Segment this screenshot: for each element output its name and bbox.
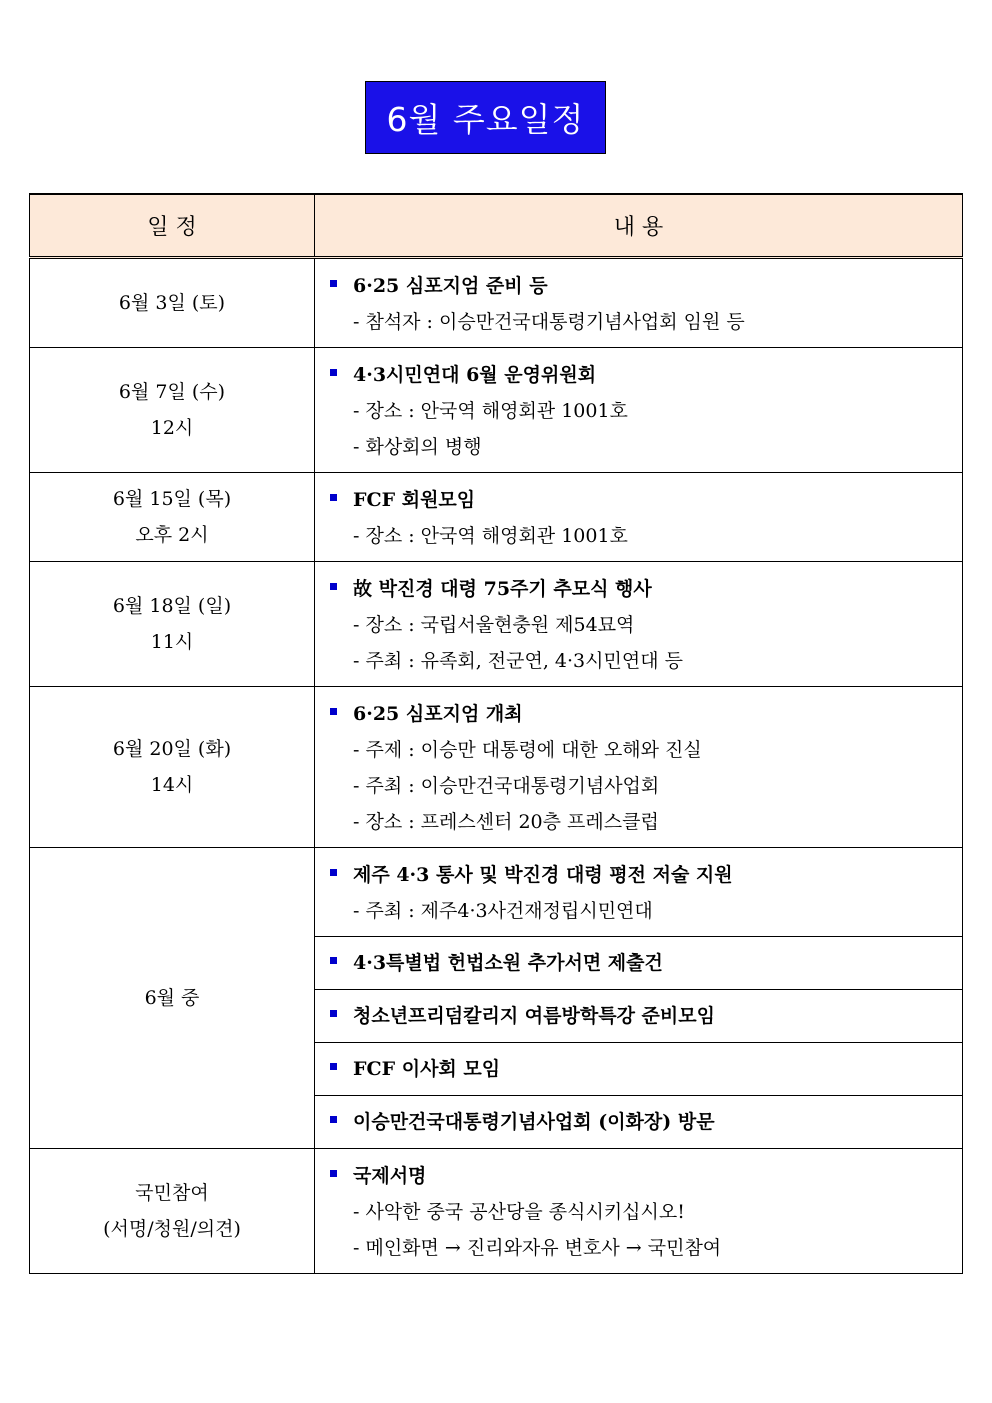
- schedule-date-line: 14시: [150, 774, 194, 796]
- item-title: FCF 이사회 모임: [353, 1058, 501, 1080]
- schedule-date-cell: [30, 562, 315, 687]
- item-title: 4·3특별법 헌법소원 추가서면 제출건: [353, 952, 663, 974]
- schedule-content-cell: [315, 473, 963, 562]
- item-detail: - 주제 : 이승만 대통령에 대한 오해와 진실: [353, 739, 702, 761]
- item-line: [327, 857, 962, 893]
- table-header-row: [30, 194, 963, 258]
- item-detail: - 주최 : 이승만건국대통령기념사업회: [353, 775, 660, 797]
- item-detail: - 장소 : 안국역 해영회관 1001호: [353, 400, 628, 422]
- square-bullet-icon: [330, 957, 337, 964]
- item-line: [327, 1104, 962, 1140]
- schedule-content-cell: [315, 848, 963, 937]
- item-detail: - 사악한 중국 공산당을 종식시키십시오!: [353, 1201, 685, 1223]
- table-row: [30, 848, 963, 937]
- schedule-content-cell: [315, 990, 963, 1043]
- item-detail: - 메인화면 → 진리와자유 변호사 → 국민참여: [353, 1237, 722, 1259]
- item-line: [327, 357, 962, 393]
- square-bullet-icon: [330, 583, 337, 590]
- content-column-header: 내 용: [315, 194, 963, 258]
- schedule-table: [29, 193, 963, 1274]
- date-column-header: 일 정: [30, 194, 315, 258]
- schedule-body: [30, 258, 963, 1274]
- schedule-date-cell: [30, 473, 315, 562]
- item-detail: - 참석자 : 이승만건국대통령기념사업회 임원 등: [353, 311, 745, 333]
- item-title: 6·25 심포지엄 개최: [353, 703, 523, 725]
- item-line: [327, 268, 962, 304]
- schedule-date-line: (서명/청원/의견): [103, 1218, 241, 1240]
- schedule-date-line: 6월 7일 (수): [118, 381, 226, 403]
- schedule-date-line: 6월 20일 (화): [112, 738, 232, 760]
- item-detail: - 장소 : 국립서울현충원 제54묘역: [353, 614, 635, 636]
- item-line: [327, 482, 962, 518]
- item-line: [327, 945, 962, 981]
- square-bullet-icon: [330, 1063, 337, 1070]
- schedule-content-cell: [315, 687, 963, 848]
- item-title: 청소년프리덤칼리지 여름방학특강 준비모임: [353, 1005, 715, 1027]
- square-bullet-icon: [330, 280, 337, 287]
- schedule-content-cell: [315, 1043, 963, 1096]
- table-row: [30, 258, 963, 348]
- item-title: FCF 회원모임: [353, 489, 476, 511]
- square-bullet-icon: [330, 1010, 337, 1017]
- schedule-content-cell: [315, 937, 963, 990]
- item-title: 6·25 심포지엄 준비 등: [353, 275, 548, 297]
- item-title: 故 박진경 대령 75주기 추모식 행사: [353, 578, 652, 600]
- schedule-content-cell: [315, 348, 963, 473]
- item-line: [327, 1158, 962, 1194]
- item-line: [327, 998, 962, 1034]
- schedule-content-cell: [315, 258, 963, 348]
- square-bullet-icon: [330, 869, 337, 876]
- schedule-date-line: 6월 18일 (일): [112, 595, 232, 617]
- item-title: 이승만건국대통령기념사업회 (이화장) 방문: [353, 1111, 715, 1133]
- schedule-date-cell: [30, 1149, 315, 1274]
- item-detail: - 화상회의 병행: [353, 436, 482, 458]
- schedule-date-line: 11시: [150, 631, 194, 653]
- schedule-date-line: 12시: [150, 417, 194, 439]
- square-bullet-icon: [330, 1116, 337, 1123]
- square-bullet-icon: [330, 708, 337, 715]
- page-title-box: [365, 81, 606, 154]
- square-bullet-icon: [330, 494, 337, 501]
- table-row: [30, 473, 963, 562]
- schedule-date-line: 6월 3일 (토): [118, 292, 226, 314]
- square-bullet-icon: [330, 1170, 337, 1177]
- item-detail: - 장소 : 안국역 해영회관 1001호: [353, 525, 628, 547]
- table-row: [30, 348, 963, 473]
- schedule-content-cell: [315, 1096, 963, 1149]
- schedule-date-cell: [30, 348, 315, 473]
- page-title: 6월 주요일정: [386, 100, 585, 139]
- schedule-date-line: 6월 15일 (목): [112, 488, 232, 510]
- schedule-content-cell: [315, 1149, 963, 1274]
- table-row: [30, 1149, 963, 1274]
- schedule-date-line: 국민참여: [135, 1182, 209, 1204]
- schedule-date-cell: [30, 848, 315, 1149]
- item-title: 제주 4·3 통사 및 박진경 대령 평전 저술 지원: [353, 864, 733, 886]
- table-row: [30, 687, 963, 848]
- schedule-date-line: 오후 2시: [135, 524, 209, 546]
- item-detail: - 장소 : 프레스센터 20층 프레스클럽: [353, 811, 659, 833]
- item-line: [327, 1051, 962, 1087]
- table-row: [30, 562, 963, 687]
- item-detail: - 주최 : 유족회, 전군연, 4·3시민연대 등: [353, 650, 683, 672]
- item-detail: - 주최 : 제주4·3사건재정립시민연대: [353, 900, 653, 922]
- item-line: [327, 571, 962, 607]
- schedule-date-cell: [30, 687, 315, 848]
- item-line: [327, 696, 962, 732]
- item-title: 4·3시민연대 6월 운영위원회: [353, 364, 597, 386]
- schedule-content-cell: [315, 562, 963, 687]
- schedule-date-line: 6월 중: [144, 987, 200, 1009]
- schedule-date-cell: [30, 258, 315, 348]
- square-bullet-icon: [330, 369, 337, 376]
- item-title: 국제서명: [353, 1165, 427, 1187]
